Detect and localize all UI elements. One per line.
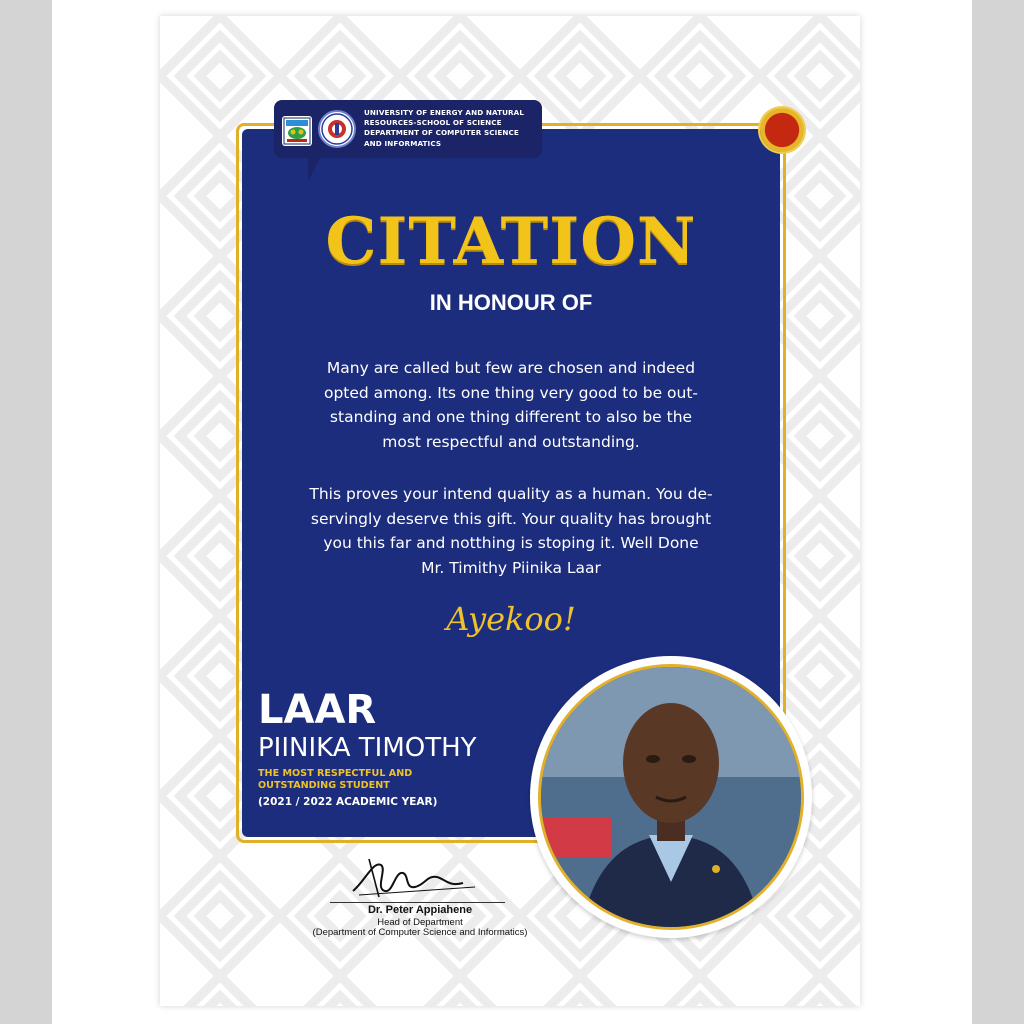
- honoree-last-name: LAAR: [258, 687, 377, 733]
- closing-exclamation: Ayekoo!: [446, 600, 576, 638]
- institution-line: AND INFORMATICS: [364, 138, 442, 148]
- award-title: [258, 768, 412, 792]
- institution-line: UNIVERSITY OF ENERGY AND NATURAL: [364, 108, 525, 117]
- citation-subtitle: IN HONOUR OF: [429, 290, 593, 315]
- paragraph-line: you this far and notthing is stoping it. Well Done: [323, 534, 699, 552]
- paragraph-line: This proves your intend quality as a human. You de-: [309, 485, 713, 503]
- signatory-department: (Department of Computer Science and Informatics): [312, 927, 528, 938]
- institution-header: [274, 100, 542, 158]
- institution-line: DEPARTMENT OF COMPUTER SCIENCE: [364, 128, 519, 138]
- institution-line: RESOURCES-SCHOOL OF SCIENCE: [364, 118, 502, 128]
- right-background-band: [972, 0, 1024, 1024]
- logo-bar-tail: [308, 155, 322, 181]
- certificate-page: [160, 16, 860, 1006]
- honoree-photo: [538, 664, 804, 930]
- honoree-first-names: PIINIKA TIMOTHY: [258, 733, 477, 763]
- signatory-role: Head of Department: [377, 917, 463, 928]
- award-line: OUTSTANDING STUDENT: [258, 780, 390, 791]
- citation-paragraph-2: [262, 482, 760, 580]
- signature-line: [330, 902, 505, 903]
- institution-name: [364, 108, 540, 149]
- paragraph-line: Many are called but few are chosen and indeed: [326, 359, 696, 377]
- academic-year: (2021 / 2022 ACADEMIC YEAR): [258, 796, 438, 808]
- citation-paragraph-1: [262, 356, 760, 454]
- paragraph-line: Mr. Timithy Piinika Laar: [421, 558, 601, 577]
- signatory-name: Dr. Peter Appiahene: [367, 904, 473, 916]
- paragraph-line: opted among. Its one thing very good to be out-: [323, 383, 699, 402]
- signature-mark: [345, 851, 480, 901]
- school-emblem-icon: [318, 110, 356, 148]
- paragraph-line: servingly deserve this gift. Your quality has brought: [310, 509, 712, 528]
- university-crest-icon: [282, 116, 312, 146]
- award-line: THE MOST RESPECTFUL AND: [258, 768, 413, 779]
- left-background-band: [0, 0, 52, 1024]
- paragraph-line: standing and one thing different to also be the: [329, 408, 693, 426]
- citation-title: CITATION: [242, 206, 780, 278]
- paragraph-line: most respectful and outstanding.: [382, 432, 640, 451]
- seal-icon: [760, 108, 804, 152]
